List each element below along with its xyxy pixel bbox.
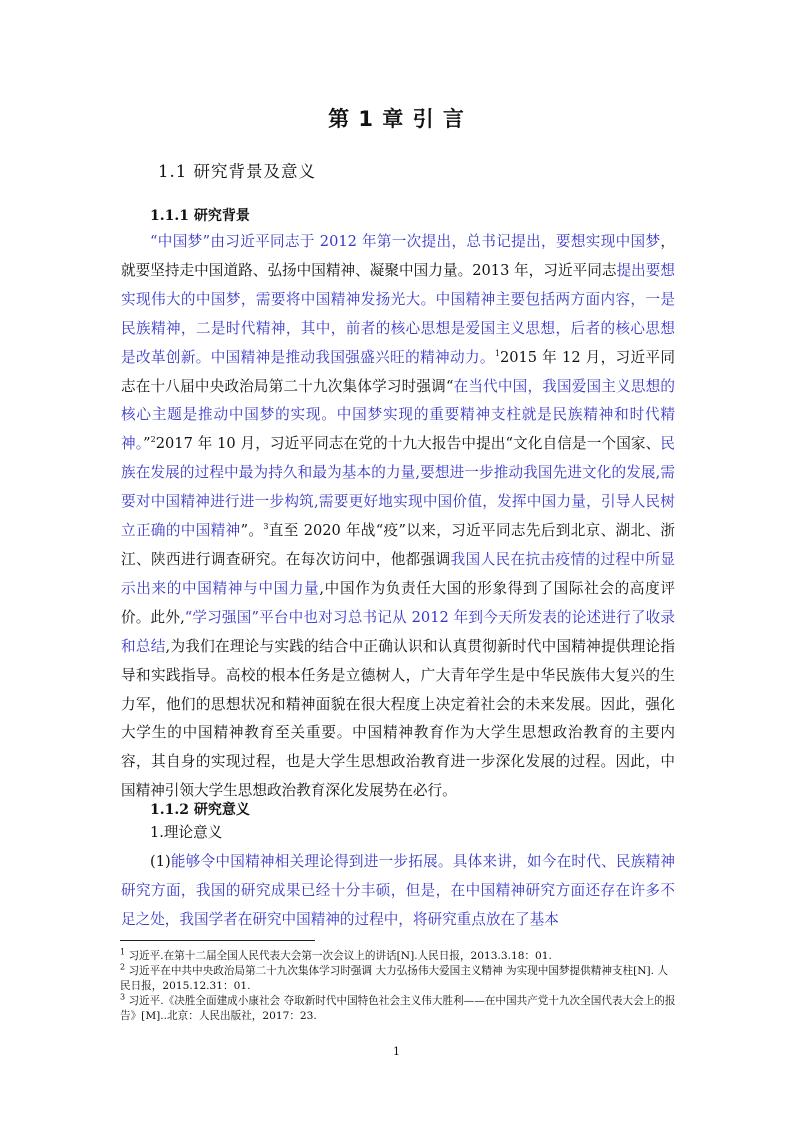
footnote-text: 习近平.《决胜全面建成小康社会 夺取新时代中国特色社会主义伟大胜利——在中国共产党十九次全国代表大会上的报告》[M]..北京：人民出版社，2017：23. [120, 995, 676, 1022]
text-run: 直至 2020 年战“疫”以来，习近平同志先后到北京、湖北、浙江、陕西进行调查研究。在每次访问中，他都强调 [121, 522, 675, 568]
footnote-ref[interactable]: 2 [150, 435, 156, 445]
page-number: 1 [393, 1045, 400, 1058]
footnote-ref[interactable]: 3 [263, 522, 269, 532]
subsection-title-background: 1.1.1 研究背景 [150, 208, 250, 224]
text-highlight: “学习强国”平台中也对习总书记从 2012 年到今天所发表的论述进行了收录和总结 [121, 608, 676, 655]
text-highlight: 在当代中国，我国爱国主义思想的核心主题是推动中国梦的实现。中国梦实现的重要精神支柱就是民族精神和时代精神。 [121, 377, 675, 453]
footnote-number: 2 [120, 962, 126, 972]
footnote-number: 1 [120, 947, 126, 957]
subsection-title-significance: 1.1.2 研究意义 [150, 802, 250, 818]
text-run: ” [143, 435, 151, 453]
theory-heading: 1.理论意义 [150, 824, 223, 841]
footnote-1 [120, 949, 678, 964]
text-highlight: 我国人民在抗击疫情的过程中所显示出来的中国精神与中国力量 [121, 550, 675, 597]
text-highlight: 民族在发展的过程中最为持久和最为基本的力量,要想进一步推动我国先进文化的发展,需要对中国精神进行进一步构筑,需要更好地实现中国价值，发挥中国力量，引导人民树立正确的中国精神 [121, 435, 675, 540]
text-run: ，就要坚持走中国道路、弘扬中国精神、凝聚中国力量。2013 年，习近平同志 [121, 233, 675, 279]
text-run: ”。 [240, 522, 264, 540]
text-highlight: “中国梦”由习近平同志于 2012 年第一次提出，总书记提出，要想实现中国梦 [150, 233, 661, 250]
footnote-divider [120, 940, 315, 941]
section-title: 1.1 研究背景及意义 [158, 162, 316, 181]
text-run: 2017 年 10 月，习近平同志在党的十九大报告中提出“文化自信是一个国家、 [155, 435, 661, 453]
text-run: 2015 年 12 月，习近平同志在十八届中央政治局第二十九次集体学习时强调“ [121, 348, 675, 395]
footnote-text: 习近平.在第十二届全国人民代表大会第一次会议上的讲话[N].人民日报，2013.3.18：01. [125, 950, 552, 962]
list-marker: (1) [150, 853, 171, 870]
text-run: ,为我们在理论与实践的结合中正确认识和认真贯彻新时代中国精神提供理论指导和实践指导。高校的根本任务是立德树人，广大青年学生是中华民族伟大复兴的生力军，他们的思想状况和精神面貌在很大程度上决定着社会的未来发展。因此，强化大学生的中国精神教育至关重要。中国精神教育作为大学生思想政治教育的主要内容，其自身的实现过程，也是大学生思想政治教育进一步深化发展的过程。因此，中国精神引领大学生思想政治教育深化发展势在必行。 [121, 637, 675, 800]
footnote-text: 习近平在中共中央政治局第二十九次集体学习时强调 大力弘扬伟大爱国主义精神 为实现中国梦提供精神支柱[N]. 人民日报，2015.12.31：01. [120, 965, 668, 992]
text-run: ,中国作为负责任大国的形象得到了国际社会的高度评价。此外, [121, 579, 675, 626]
background-paragraph [121, 228, 675, 806]
footnote-ref[interactable]: 1 [494, 348, 500, 358]
footnote-2 [120, 964, 678, 994]
footnote-number: 3 [120, 992, 126, 1002]
text-highlight: 能够令中国精神相关理论得到进一步拓展。具体来讲，如今在时代、民族精神研究方面，我国的研究成果已经十分丰硕，但是，在中国精神研究方面还存在许多不足之处，我国学者在研究中国精神的过程中，将研究重点放在了基本 [121, 853, 675, 928]
footnote-3 [120, 994, 678, 1024]
chapter-title: 第 1 章 引 言 [328, 107, 465, 131]
significance-paragraph [121, 848, 675, 935]
text-highlight: 提出要想实现伟大的中国梦，需要将中国精神发扬光大。中国精神主要包括两方面内容，一是民族精神，二是时代精神，其中，前者的核心思想是爱国主义思想，后者的核心思想是改革创新。中国精神是推动我国强盛兴旺的精神动力。 [121, 261, 675, 366]
